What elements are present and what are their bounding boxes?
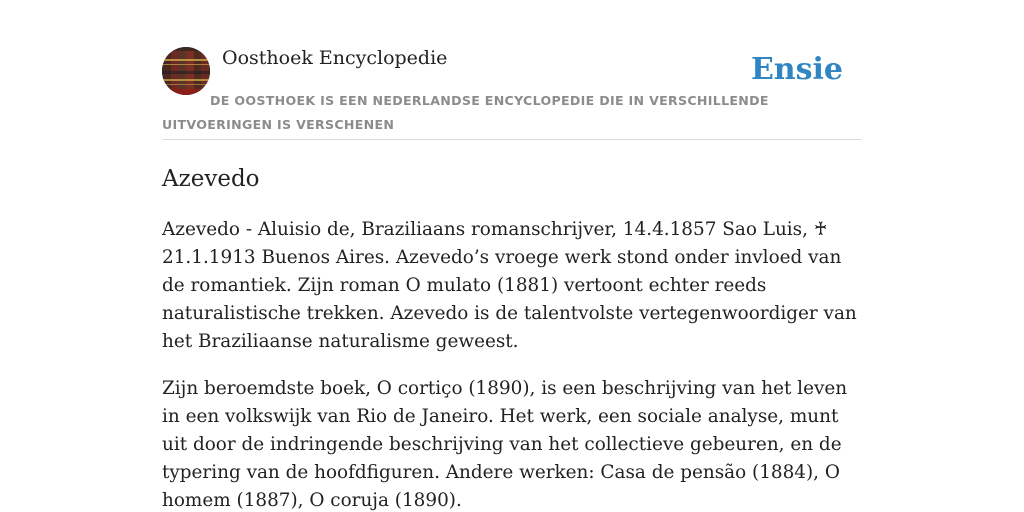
header-divider	[162, 139, 862, 140]
article-body	[162, 216, 866, 512]
brand-logo[interactable]: Ensie	[750, 52, 843, 87]
avatar-image	[162, 47, 210, 95]
site-tagline: DE OOSTHOEK IS EEN NEDERLANDSE ENCYCLOPEDIE DIE IN VERSCHILLENDE UITVOERINGEN IS VERSCHENEN	[162, 93, 769, 132]
book-spines-icon[interactable]	[162, 47, 210, 95]
article-paragraph-1: Azevedo - Aluisio de, Braziliaans romanschrijver, 14.4.1857 Sao Luis, ♰ 21.1.1913 Buenos Aires. Azevedo’s vroege werk stond onder invloed van de romantiek. Zijn roman O mulato (1881) vertoont echter reeds naturalistische trekken. Azevedo is de talentvolste vertegenwoordiger van het Braziliaanse naturalisme geweest.	[162, 219, 857, 352]
article-paragraph-2: Zijn beroemdste boek, O cortiço (1890), is een beschrijving van het leven in een volkswijk van Rio de Janeiro. Het werk, een sociale analyse, munt uit door de indringende beschrijving van het collectieve gebeuren, en de typering van de hoofdfiguren. Andere werken: Casa de pensão (1884), O homem (1887), O coruja (1890).	[162, 378, 848, 511]
site-name[interactable]: Oosthoek Encyclopedie	[222, 47, 448, 69]
article-title: Azevedo	[162, 166, 260, 192]
